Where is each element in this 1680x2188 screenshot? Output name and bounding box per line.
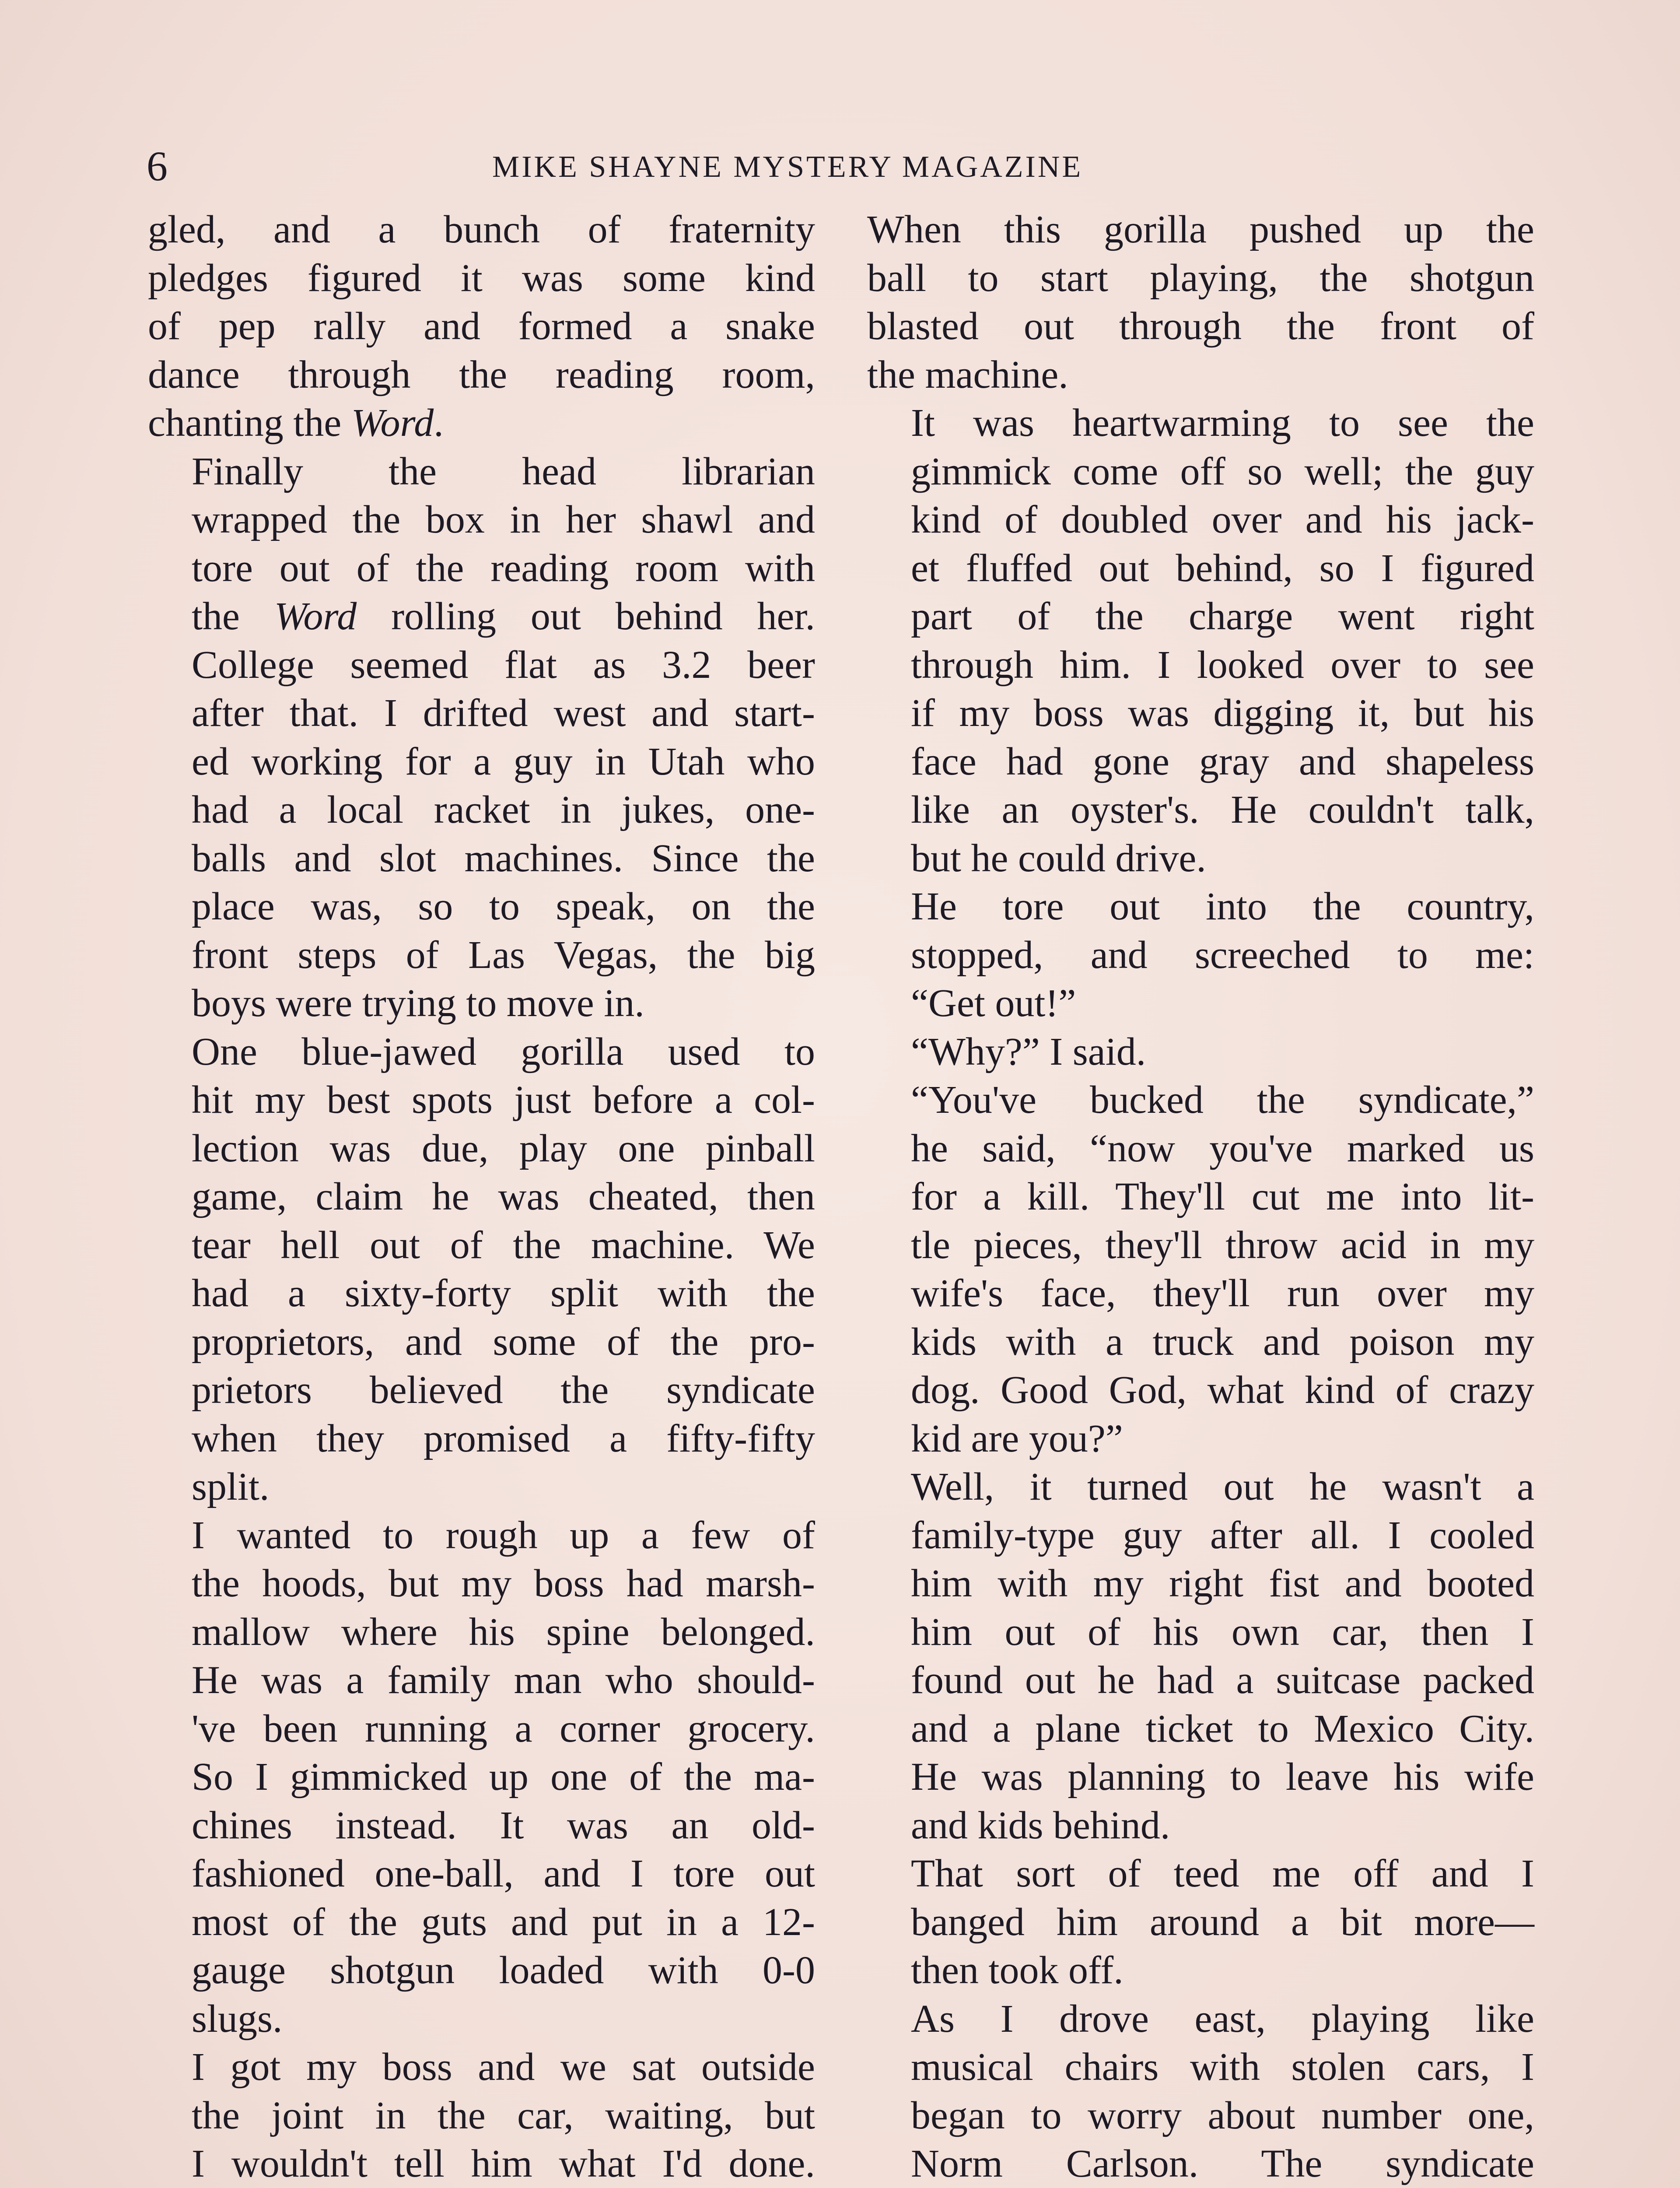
text-line: fashioned one-ball, and I tore out <box>192 1852 815 1895</box>
paragraph <box>148 448 815 641</box>
paragraph <box>148 641 815 1028</box>
text-line: I got my boss and we sat outside <box>192 2045 815 2089</box>
text-line: had a sixty-forty split with the <box>192 1272 815 1315</box>
text-line: through him. I looked over to see <box>911 643 1534 687</box>
text-run: the <box>192 595 274 638</box>
paragraph <box>867 1995 1534 2188</box>
running-head: MIKE SHAYNE MYSTERY MAGAZINE <box>492 150 1083 184</box>
text-line: mallow where his spine belonged. <box>192 1610 815 1654</box>
text-line: after that. I drifted west and start- <box>192 691 815 735</box>
text-line: most of the guts and put in a 12- <box>192 1900 815 1944</box>
paragraph <box>148 1028 815 1511</box>
text-line: like an oyster's. He couldn't talk, <box>911 788 1534 831</box>
text-line: part of the charge went right <box>911 595 1534 638</box>
text-line: He was planning to leave his wife <box>911 1755 1534 1799</box>
paragraph <box>867 206 1534 399</box>
text-line: College seemed flat as 3.2 beer <box>192 643 815 687</box>
text-line: That sort of teed me off and I <box>911 1852 1534 1895</box>
text-line: dance through the reading room, <box>148 353 815 396</box>
text-line: game, claim he was cheated, then <box>192 1175 815 1218</box>
text-line: wife's face, they'll run over my <box>911 1272 1534 1315</box>
text-line: prietors believed the syndicate <box>192 1368 815 1412</box>
italic-word: Word <box>274 595 357 638</box>
text-line: kids with a truck and poison my <box>911 1320 1534 1364</box>
text-line: gled, and a bunch of fraternity <box>148 208 815 251</box>
text-line: place was, so to speak, on the <box>192 885 815 928</box>
text-line: tle pieces, they'll throw acid in my <box>911 1223 1534 1267</box>
text-line: he said, “now you've marked us <box>911 1126 1534 1170</box>
text-line: the hoods, but my boss had marsh- <box>192 1562 815 1605</box>
text-line: lection was due, play one pinball <box>192 1126 815 1170</box>
text-line: So I gimmicked up one of the ma- <box>192 1755 815 1799</box>
text-line: “You've bucked the syndicate,” <box>911 1078 1534 1122</box>
text-line: It was heartwarming to see the <box>911 401 1534 445</box>
paragraph <box>148 2043 815 2188</box>
text-line: pledges figured it was some kind <box>148 256 815 300</box>
text-line: Finally the head librarian <box>192 449 815 493</box>
paragraph <box>867 1028 1534 1076</box>
text-line: musical chairs with stolen cars, I <box>911 2045 1534 2089</box>
text-line: boys were trying to move in. <box>192 982 644 1025</box>
paragraph <box>867 1076 1534 1463</box>
text-line: hit my best spots just before a col- <box>192 1078 815 1122</box>
text-line: “Why?” I said. <box>911 1030 1146 1073</box>
text-line: had a local racket in jukes, one- <box>192 788 815 831</box>
paragraph <box>867 1463 1534 1850</box>
text-line: for a kill. They'll cut me into lit- <box>911 1175 1534 1218</box>
text-line: kind of doubled over and his jack- <box>911 498 1534 541</box>
right-column <box>867 206 1534 2188</box>
text-line: split. <box>192 1465 270 1508</box>
paragraph <box>867 1850 1534 1995</box>
page-header <box>147 140 1538 193</box>
text-line: and kids behind. <box>911 1803 1170 1847</box>
text-line: banged him around a bit more— <box>911 1900 1534 1944</box>
text-line: him with my right fist and booted <box>911 1562 1534 1605</box>
paragraph <box>148 1511 815 2044</box>
text-line: proprietors, and some of the pro- <box>192 1320 815 1364</box>
text-line: family-type guy after all. I cooled <box>911 1513 1534 1557</box>
text-line: ball to start playing, the shotgun <box>867 256 1534 300</box>
text-line: began to worry about number one, <box>911 2093 1534 2137</box>
text-line: then took off. <box>911 1949 1124 1992</box>
text-line: gauge shotgun loaded with 0-0 <box>192 1949 815 1992</box>
text-line: As I drove east, playing like <box>911 1997 1534 2041</box>
text-line: if my boss was digging it, but his <box>911 691 1534 735</box>
italic-word: Word <box>351 401 434 445</box>
text-line: I wanted to rough up a few of <box>192 1513 815 1557</box>
text-line <box>148 593 815 641</box>
text-line: chines instead. It was an old- <box>192 1803 815 1847</box>
text-line: wrapped the box in her shawl and <box>192 498 815 541</box>
text-line: He was a family man who should- <box>192 1659 815 1702</box>
text-line: him out of his own car, then I <box>911 1610 1534 1654</box>
text-run: rolling out behind her. <box>357 595 815 638</box>
paragraph <box>867 883 1534 1028</box>
text-line: et fluffed out behind, so I figured <box>911 546 1534 590</box>
text-line: found out he had a suitcase packed <box>911 1659 1534 1702</box>
text-line: when they promised a fifty-fifty <box>192 1417 815 1460</box>
text-line: the machine. <box>867 353 1068 396</box>
text-line: front steps of Las Vegas, the big <box>192 933 815 977</box>
text-line: Norm Carlson. The syndicate <box>911 2142 1534 2185</box>
text-line: dog. Good God, what kind of crazy <box>911 1368 1534 1412</box>
text-line: “Get out!” <box>911 982 1076 1025</box>
paragraph <box>148 206 815 448</box>
text-line: slugs. <box>192 1997 283 2041</box>
text-line: and a plane ticket to Mexico City. <box>911 1707 1534 1750</box>
text-line: blasted out through the front of <box>867 305 1534 348</box>
text-line: tear hell out of the machine. We <box>192 1223 815 1267</box>
text-line: 've been running a corner grocery. <box>192 1707 815 1750</box>
text-line: He tore out into the country, <box>911 885 1534 928</box>
text-line: Well, it turned out he wasn't a <box>911 1465 1534 1508</box>
text-line: balls and slot machines. Since the <box>192 836 815 880</box>
text-line: the joint in the car, waiting, but <box>192 2093 815 2137</box>
text-line: gimmick come off so well; the guy <box>911 449 1534 493</box>
text-line: I wouldn't tell him what I'd done. <box>192 2142 815 2185</box>
text-run: . <box>434 401 444 445</box>
text-line <box>148 399 815 448</box>
text-line: One blue-jawed gorilla used to <box>192 1030 815 1073</box>
text-line: face had gone gray and shapeless <box>911 740 1534 783</box>
page-number: 6 <box>147 143 168 189</box>
left-column <box>148 206 815 2188</box>
text-line: of pep rally and formed a snake <box>148 305 815 348</box>
text-line: stopped, and screeched to me: <box>911 933 1534 977</box>
text-line: but he could drive. <box>911 836 1206 880</box>
text-line: kid are you?” <box>911 1417 1123 1460</box>
text-run: chanting the <box>148 401 351 445</box>
paragraph <box>867 399 1534 883</box>
text-line: ed working for a guy in Utah who <box>192 740 815 783</box>
text-line: When this gorilla pushed up the <box>867 208 1534 251</box>
text-line: tore out of the reading room with <box>192 546 815 590</box>
